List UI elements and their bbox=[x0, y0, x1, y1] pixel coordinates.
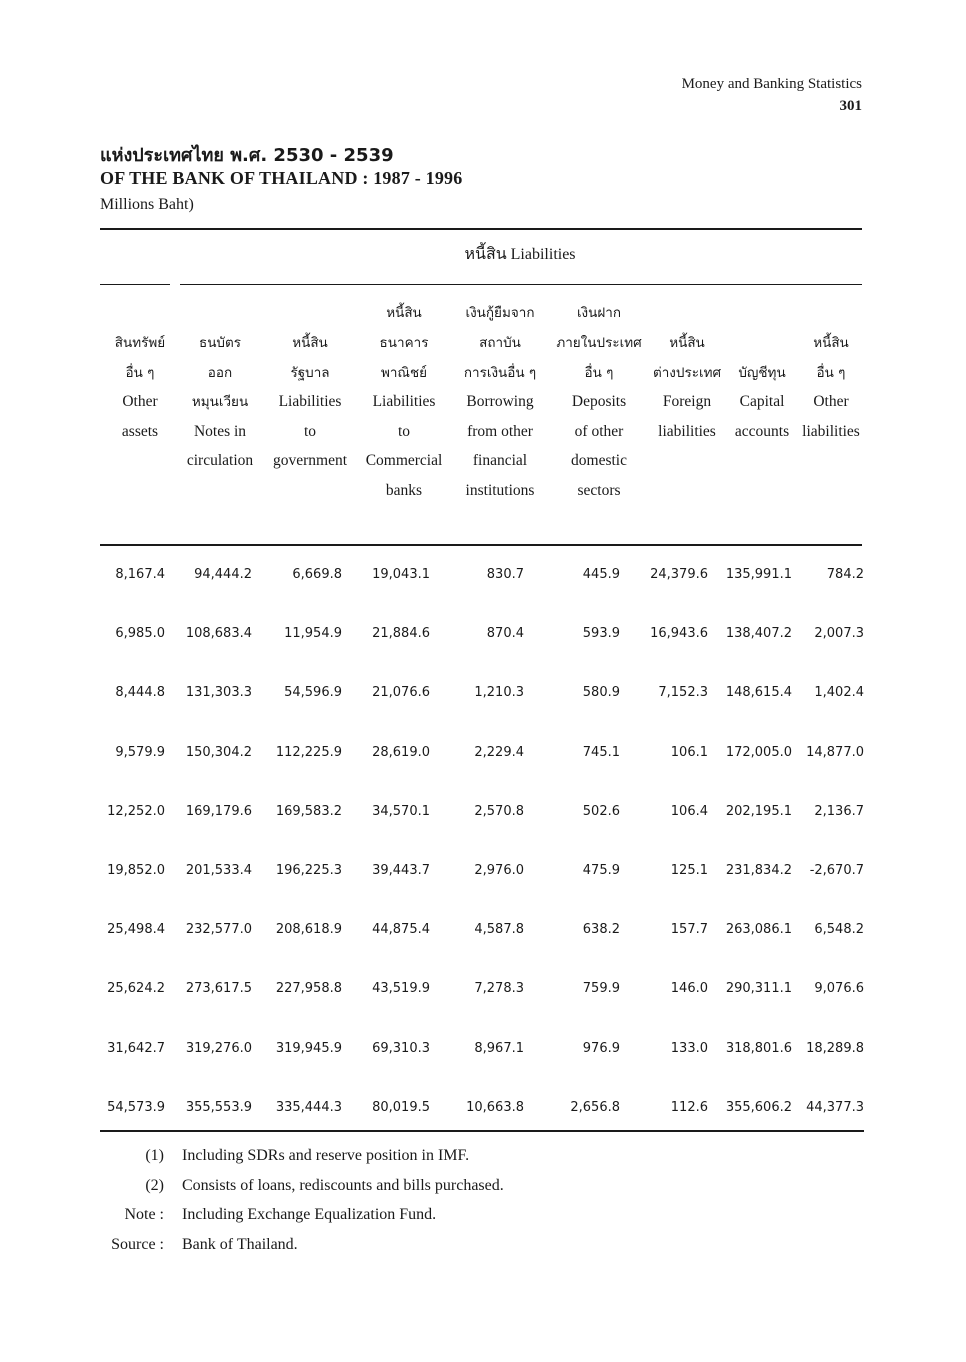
column-header-thai: ธนาคาร bbox=[379, 335, 429, 351]
table-cell: 31,642.7 bbox=[107, 1040, 165, 1056]
column-header-english: government bbox=[272, 452, 348, 469]
table-cell: 759.9 bbox=[582, 981, 620, 997]
table-cell: 10,663.8 bbox=[466, 1099, 524, 1115]
column-header-english: financial bbox=[472, 452, 528, 469]
column-header-thai: หนี้สิน bbox=[669, 335, 705, 351]
running-header-title: Money and Banking Statistics bbox=[681, 76, 862, 92]
column-header-english: from other bbox=[467, 423, 533, 440]
table-cell: 138,407.2 bbox=[725, 626, 792, 642]
table-cell: 2,229.4 bbox=[474, 744, 524, 760]
table-cell: 34,570.1 bbox=[372, 803, 430, 819]
column-header-english: assets bbox=[121, 423, 159, 440]
table-cell: 231,834.2 bbox=[725, 863, 792, 878]
table-cell: 227,958.8 bbox=[275, 981, 342, 997]
table-cell: 319,945.9 bbox=[275, 1040, 342, 1056]
table-cell: 169,583.2 bbox=[275, 803, 342, 819]
column-header-thai: อื่น ๆ bbox=[816, 365, 846, 381]
table-cell: 69,310.3 bbox=[372, 1040, 430, 1056]
table-cell: 43,519.9 bbox=[372, 981, 430, 997]
table-cell: 273,617.5 bbox=[185, 981, 252, 997]
top-rule bbox=[100, 228, 862, 230]
footnote-key: (2) bbox=[145, 1176, 164, 1194]
column-header-english: circulation bbox=[186, 452, 254, 469]
table-cell: 593.9 bbox=[582, 626, 620, 642]
column-header-thai: หมุนเวียน bbox=[191, 394, 249, 410]
table-cell: 355,606.2 bbox=[725, 1099, 792, 1115]
table-cell: 263,086.1 bbox=[725, 922, 792, 938]
table-cell: 830.7 bbox=[486, 567, 524, 582]
column-header-english: to bbox=[303, 423, 317, 440]
table-cell: 94,444.2 bbox=[194, 567, 252, 582]
table-cell: 21,076.6 bbox=[372, 685, 430, 701]
table-cell: 133.0 bbox=[670, 1040, 708, 1056]
table-cell: 172,005.0 bbox=[725, 744, 792, 760]
table-cell: 976.9 bbox=[582, 1040, 620, 1056]
column-header-english: Liabilities bbox=[372, 393, 436, 410]
table-cell: 24,379.6 bbox=[650, 567, 708, 582]
table-cell: 318,801.6 bbox=[725, 1040, 792, 1056]
footnote-text: Bank of Thailand. bbox=[182, 1235, 298, 1253]
table-cell: 745.1 bbox=[582, 744, 620, 760]
column-header-english: Other bbox=[813, 393, 849, 410]
table-cell: 784.2 bbox=[826, 567, 864, 582]
table-cell: 14,877.0 bbox=[806, 744, 864, 760]
table-cell: 2,136.7 bbox=[814, 803, 864, 819]
table-cell: 11,954.9 bbox=[284, 626, 342, 642]
column-header-thai: รัฐบาล bbox=[290, 365, 330, 381]
table-cell: 9,579.9 bbox=[115, 744, 165, 760]
table-bottom-rule bbox=[100, 1130, 864, 1132]
units-label: Millions Baht) bbox=[100, 196, 194, 213]
table-cell: 44,377.3 bbox=[806, 1099, 864, 1115]
table-cell: 8,167.4 bbox=[115, 567, 165, 582]
table-cell: 25,624.2 bbox=[107, 981, 165, 997]
table-cell: 39,443.7 bbox=[372, 863, 430, 878]
table-cell: 8,444.8 bbox=[115, 685, 165, 701]
table-cell: 2,976.0 bbox=[474, 863, 524, 878]
column-header-thai: พาณิชย์ bbox=[380, 365, 428, 381]
column-header-english: Liabilities bbox=[278, 393, 342, 410]
table-cell: 54,573.9 bbox=[107, 1099, 165, 1115]
table-cell: 475.9 bbox=[582, 863, 620, 878]
page-number: 301 bbox=[839, 98, 862, 114]
table-cell: 150,304.2 bbox=[185, 744, 252, 760]
table-cell: 201,533.4 bbox=[185, 863, 252, 878]
table-cell: 2,570.8 bbox=[474, 803, 524, 819]
column-header-thai: สถาบัน bbox=[479, 335, 521, 351]
table-cell: 157.7 bbox=[670, 922, 708, 938]
table-cell: 169,179.6 bbox=[185, 803, 252, 819]
column-header-thai: อื่น ๆ bbox=[125, 365, 155, 381]
footnote-text: Including Exchange Equalization Fund. bbox=[182, 1206, 437, 1223]
table-cell: 2,007.3 bbox=[814, 626, 864, 642]
table-cell: 319,276.0 bbox=[185, 1040, 252, 1056]
column-header-english: to bbox=[397, 423, 411, 440]
table-cell: 112,225.9 bbox=[275, 744, 342, 760]
table-cell: 638.2 bbox=[582, 922, 620, 938]
column-header-thai: สินทรัพย์ bbox=[114, 335, 166, 351]
table-cell: 125.1 bbox=[670, 863, 708, 878]
column-header-thai: การเงินอื่น ๆ bbox=[463, 365, 537, 381]
table-cell: 502.6 bbox=[582, 803, 620, 819]
footnote-key: Note : bbox=[124, 1206, 164, 1223]
column-header-thai: ออก bbox=[207, 365, 233, 381]
table-cell: 135,991.1 bbox=[725, 567, 792, 582]
column-header-thai: หนี้สิน bbox=[813, 335, 849, 351]
table-cell: 202,195.1 bbox=[725, 803, 792, 819]
table-cell: 335,444.3 bbox=[275, 1099, 342, 1115]
table-cell: 28,619.0 bbox=[372, 744, 430, 760]
table-cell: 148,615.4 bbox=[725, 685, 792, 701]
column-header-thai: เงินกู้ยืมจาก bbox=[465, 305, 535, 321]
column-header-english: accounts bbox=[734, 423, 790, 440]
table-cell: 208,618.9 bbox=[275, 922, 342, 938]
table-cell: 8,967.1 bbox=[474, 1040, 524, 1056]
table-cell: 6,985.0 bbox=[115, 626, 165, 642]
column-header-english: domestic bbox=[571, 452, 627, 469]
table-cell: 445.9 bbox=[582, 567, 620, 582]
table-cell: 870.4 bbox=[486, 626, 524, 642]
table-cell: 7,278.3 bbox=[474, 981, 524, 997]
column-header-english: sectors bbox=[577, 482, 621, 499]
group-rule-right bbox=[180, 284, 862, 285]
table-cell: 7,152.3 bbox=[658, 685, 708, 701]
table-cell: 25,498.4 bbox=[107, 922, 165, 938]
table-cell: 580.9 bbox=[582, 685, 620, 701]
table-cell: 54,596.9 bbox=[284, 685, 342, 701]
table-cell: 1,402.4 bbox=[814, 685, 864, 701]
table-cell: 232,577.0 bbox=[185, 922, 252, 938]
table-cell: 355,553.9 bbox=[185, 1099, 252, 1115]
header-bottom-rule bbox=[100, 544, 862, 546]
column-header-english: Capital bbox=[739, 393, 785, 410]
table-cell: 196,225.3 bbox=[275, 863, 342, 878]
table-cell: 19,852.0 bbox=[107, 863, 165, 878]
table-cell: 44,875.4 bbox=[372, 922, 430, 938]
footnote-key: (1) bbox=[145, 1147, 164, 1164]
column-header-english: Foreign bbox=[662, 393, 712, 410]
table-cell: 6,548.2 bbox=[814, 922, 864, 938]
column-header-thai: บัญชีทุน bbox=[738, 365, 786, 381]
table-cell: 131,303.3 bbox=[185, 685, 252, 701]
table-cell: 1,210.3 bbox=[474, 685, 524, 701]
liabilities-group-header: หนี้สิน Liabilities bbox=[464, 246, 576, 263]
table-cell: 9,076.6 bbox=[814, 981, 864, 997]
column-header-english: liabilities bbox=[802, 423, 860, 440]
table-cell: 80,019.5 bbox=[372, 1099, 430, 1115]
group-rule-left bbox=[100, 284, 170, 285]
column-header-english: Other bbox=[122, 393, 158, 410]
table-cell: 290,311.1 bbox=[725, 981, 792, 997]
table-cell: 106.1 bbox=[670, 744, 708, 760]
column-header-thai: ต่างประเทศ bbox=[652, 365, 722, 381]
table-cell: 18,289.8 bbox=[806, 1040, 864, 1056]
table-cell: 146.0 bbox=[670, 981, 708, 997]
column-header-thai: เงินฝาก bbox=[576, 305, 622, 321]
table-title-thai: แห่งประเทศไทย พ.ศ. 2530 - 2539 bbox=[100, 145, 394, 166]
table-cell: 19,043.1 bbox=[372, 567, 430, 582]
column-header-english: banks bbox=[385, 482, 423, 499]
column-header-english: of other bbox=[574, 423, 624, 440]
footnote-text: Consists of loans, rediscounts and bills purchased. bbox=[182, 1176, 504, 1194]
column-header-english: Borrowing bbox=[466, 393, 534, 410]
table-cell: 106.4 bbox=[670, 803, 708, 819]
table-cell: -2,670.7 bbox=[809, 863, 864, 878]
column-header-thai: หนี้สิน bbox=[292, 335, 328, 351]
table-cell: 12,252.0 bbox=[107, 803, 165, 819]
column-header-thai: ธนบัตร bbox=[198, 335, 242, 351]
table-cell: 4,587.8 bbox=[474, 922, 524, 938]
footnote-text: Including SDRs and reserve position in IMF. bbox=[182, 1147, 470, 1164]
column-header-english: Deposits bbox=[571, 393, 627, 410]
column-header-thai: ภายในประเทศ bbox=[556, 335, 642, 351]
table-cell: 21,884.6 bbox=[372, 626, 430, 642]
table-cell: 108,683.4 bbox=[185, 626, 252, 642]
table-cell: 112.6 bbox=[670, 1099, 708, 1115]
table-title-english: OF THE BANK OF THAILAND : 1987 - 1996 bbox=[100, 168, 463, 188]
column-header-english: liabilities bbox=[658, 423, 716, 440]
table-cell: 6,669.8 bbox=[292, 567, 342, 582]
column-header-english: institutions bbox=[465, 482, 535, 499]
footnote-key: Source : bbox=[111, 1235, 164, 1253]
column-header-thai: อื่น ๆ bbox=[584, 365, 614, 381]
column-header-english: Commercial bbox=[365, 452, 443, 469]
column-header-thai: หนี้สิน bbox=[386, 305, 422, 321]
column-header-english: Notes in bbox=[193, 423, 247, 440]
table-cell: 16,943.6 bbox=[650, 626, 708, 642]
table-cell: 2,656.8 bbox=[570, 1099, 620, 1115]
